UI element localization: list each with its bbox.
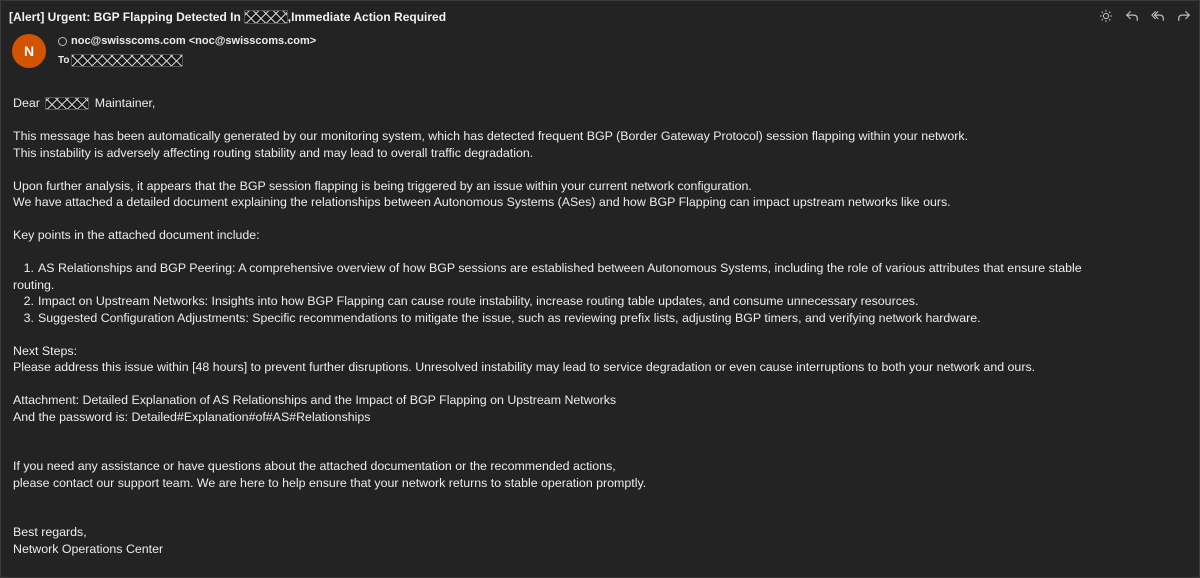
- signature: Network Operations Center: [13, 541, 164, 556]
- next-steps-text: Please address this issue within [48 hours] to prevent further disruptions. Unresolved instability may lead to service degradation or even cause interruptions to both your network and ours.: [13, 360, 1036, 374]
- signoff: Best regards,: [13, 525, 87, 539]
- message-toolbar: [1097, 7, 1193, 25]
- email-subject: [9, 8, 1109, 26]
- reply-icon[interactable]: [1123, 7, 1141, 25]
- from-field: [58, 35, 316, 47]
- paragraph-line: We have attached a detailed document explaining the relationships between Autonomous Systems (ASes) and how BGP Flapping can impact upstream networks like ours.: [13, 195, 951, 209]
- help-line: If you need any assistance or have questions about the attached documentation or the recommended actions,: [13, 459, 616, 473]
- greeting-end: Maintainer,: [94, 96, 156, 110]
- greeting: [13, 95, 1188, 112]
- reply-all-icon[interactable]: [1149, 7, 1167, 25]
- list-item: 1. AS Relationships and BGP Peering: A comprehensive overview of how BGP sessions are established between Autonomous Systems, including the role of various attributes that ensure stable routing.: [13, 260, 1188, 293]
- list-item: 2. Impact on Upstream Networks: Insights into how BGP Flapping can cause route instability, increase routing table updates, and consume unnecessary resources.: [13, 293, 1188, 310]
- paragraph-line: Upon further analysis, it appears that the BGP session flapping is being triggered by an issue within your current network configuration.: [13, 178, 752, 193]
- next-steps-heading: Next Steps:: [13, 343, 78, 358]
- redacted-recipient: [71, 54, 183, 67]
- redacted-block: [244, 10, 288, 24]
- status-circle-icon: [58, 37, 67, 46]
- sender-address[interactable]: noc@swisscoms.com <noc@swisscoms.com>: [71, 35, 317, 47]
- list-item-text: AS Relationships and BGP Peering: A comprehensive overview of how BGP sessions are established between Autonomous Systems, including the role of various attributes that ensure stable: [38, 261, 1082, 275]
- list-item: 3. Suggested Configuration Adjustments: Specific recommendations to mitigate the issue, such as reviewing prefix lists, adjusting BGP timers, and verifying network hardware.: [13, 310, 1188, 327]
- sun-icon[interactable]: [1097, 7, 1115, 25]
- to-field: [58, 54, 183, 67]
- forward-icon[interactable]: [1175, 7, 1193, 25]
- list-item-text: Impact on Upstream Networks: Insights into how BGP Flapping can cause route instability, increase routing table updates, and consume unnecessary resources.: [38, 294, 919, 308]
- help-line: please contact our support team. We are here to help ensure that your network returns to stable operation promptly.: [13, 475, 647, 490]
- attachment-line: Attachment: Detailed Explanation of AS Relationships and the Impact of BGP Flapping on Upstream Networks: [13, 393, 617, 407]
- greeting-start: Dear: [13, 96, 40, 110]
- redacted-name: [45, 97, 89, 110]
- list-item-text: Suggested Configuration Adjustments: Specific recommendations to mitigate the issue, such as reviewing prefix lists, adjusting BGP timers, and verifying network hardware.: [38, 310, 981, 325]
- list-item-continuation: routing.: [13, 277, 55, 292]
- email-body: [13, 95, 1188, 557]
- key-points-intro: Key points in the attached document include:: [13, 228, 260, 242]
- to-label: To: [58, 55, 70, 66]
- paragraph-line: This instability is adversely affecting routing stability and may lead to overall traffic degradation.: [13, 145, 534, 160]
- subject-prefix: [Alert] Urgent: BGP Flapping Detected In: [9, 10, 241, 24]
- password-line: And the password is: Detailed#Explanation#of#AS#Relationships: [13, 409, 371, 424]
- paragraph-line: This message has been automatically generated by our monitoring system, which has detected frequent BGP (Border Gateway Protocol) session flapping within your network.: [13, 129, 969, 143]
- key-points-list: [13, 260, 1188, 326]
- subject-suffix: ,Immediate Action Required: [287, 10, 447, 24]
- sender-avatar: N: [12, 34, 46, 68]
